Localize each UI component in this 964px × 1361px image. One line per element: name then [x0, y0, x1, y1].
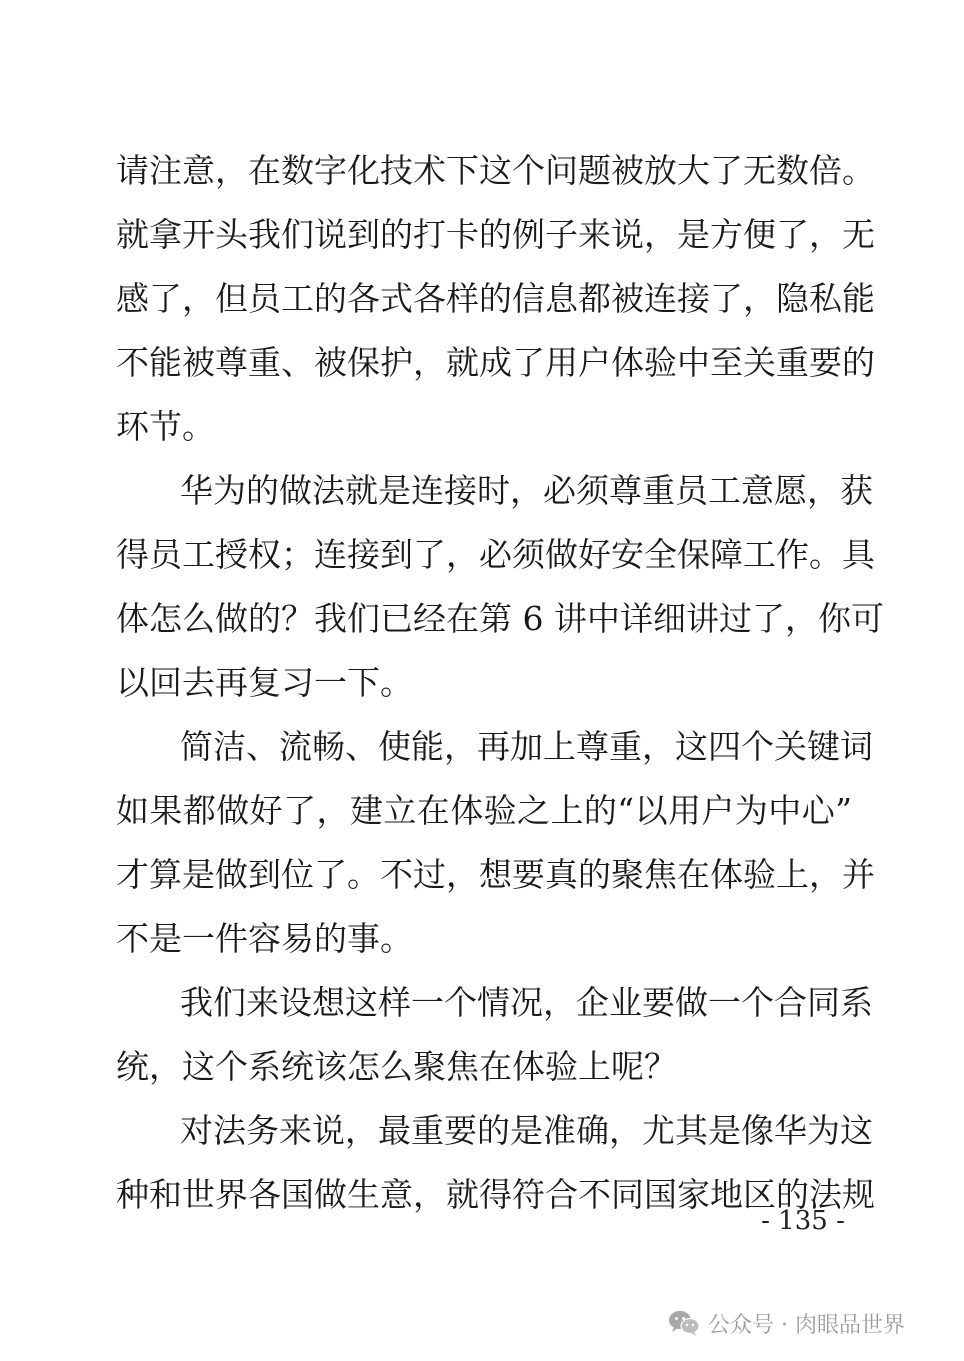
text-line: 统，这个系统该怎么聚焦在体验上呢？	[116, 1047, 677, 1086]
text-line: 以回去再复习一下。	[116, 663, 413, 702]
text-line: 感了，但员工的各式各样的信息都被连接了，隐私能	[116, 279, 875, 318]
text-line: 环节。	[116, 407, 215, 446]
watermark	[668, 1305, 905, 1341]
watermark-text: 公众号 · 肉眼品世界	[708, 1312, 905, 1338]
text-line: 不能被尊重、被保护，就成了用户体验中至关重要的	[116, 343, 875, 382]
text-line: 我们来设想这样一个情况，企业要做一个合同系	[180, 983, 873, 1022]
text-line: 种和世界各国做生意，就得符合不同国家地区的法规	[116, 1175, 875, 1214]
page-number: - 135 -	[761, 1206, 845, 1236]
text-line: 就拿开头我们说到的打卡的例子来说，是方便了，无	[116, 215, 875, 254]
text-line: 才算是做到位了。不过，想要真的聚焦在体验上，并	[116, 855, 875, 894]
text-line: 华为的做法就是连接时，必须尊重员工意愿，获	[180, 471, 873, 510]
text-line: 不是一件容易的事。	[116, 919, 413, 958]
text-line: 简洁、流畅、使能，再加上尊重，这四个关键词	[180, 727, 873, 766]
text-line: 对法务来说，最重要的是准确，尤其是像华为这	[180, 1111, 873, 1150]
text-line: 体怎么做的？我们已经在第 6 讲中详细讲过了，你可	[116, 599, 884, 638]
text-line: 请注意，在数字化技术下这个问题被放大了无数倍。	[116, 151, 875, 190]
wechat-icon	[668, 1309, 700, 1337]
text-line: 如果都做好了，建立在体验之上的“以用户为中心”	[116, 791, 852, 830]
text-line: 得员工授权；连接到了，必须做好安全保障工作。具	[116, 535, 875, 574]
